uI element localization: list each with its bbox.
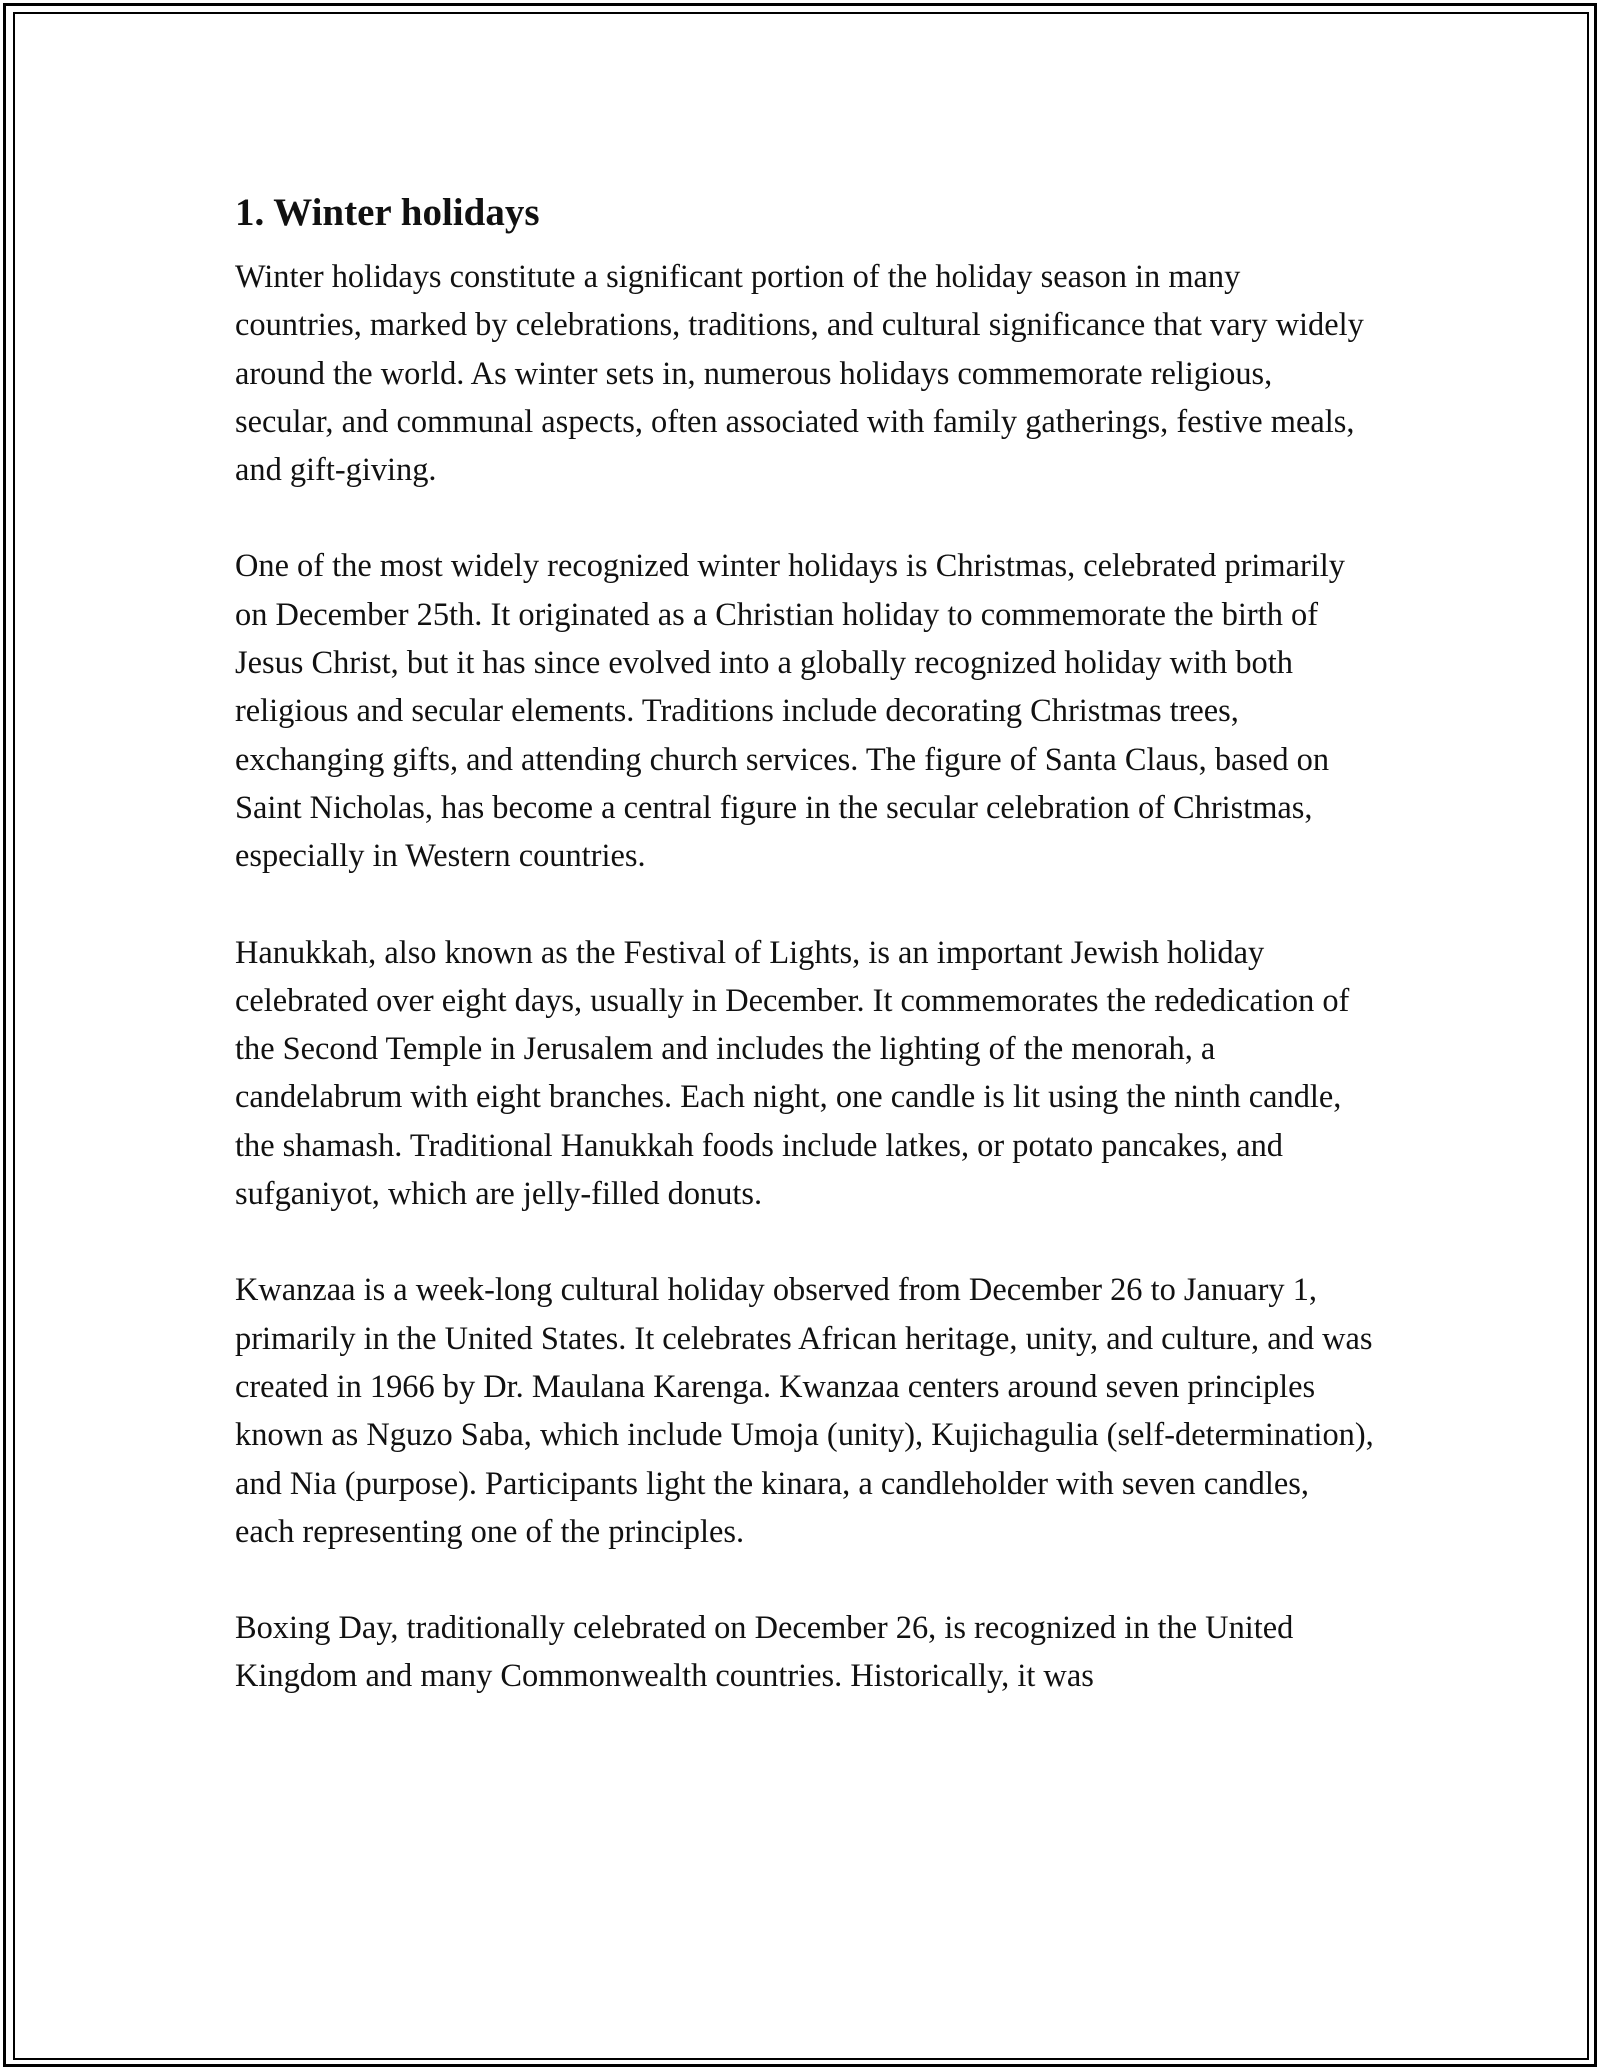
paragraph-kwanzaa: Kwanzaa is a week-long cultural holiday observed from December 26 to January 1, primarily in the United States. It celebrates African heritage, unity, and culture, and was created in 1966 by Dr. Maulana Karenga. Kwanzaa centers around seven principles known as Nguzo Saba, which include Umoja (unity), Kujichagulia (self-determination), and Nia (purpose). Participants light the kinara, a candleholder with seven candles, each representing one of the principles.: [235, 1272, 1374, 1550]
paragraph-hanukkah: Hanukkah, also known as the Festival of Lights, is an important Jewish holiday celebrated over eight days, usually in December. It commemorates the rededication of the Second Temple in Jerusalem and includes the lighting of the menorah, a candelabrum with eight branches. Each night, one candle is lit using the ninth candle, the shamash. Traditional Hanukkah foods include latkes, or potato pancakes, and sufganiyot, which are jelly-filled donuts.: [235, 934, 1350, 1213]
document-body: [235, 185, 1375, 1701]
paragraph-intro: Winter holidays constitute a significant portion of the holiday season in many countries, marked by celebrations, traditions, and cultural significance that vary widely around the world. As winter sets in, numerous holidays commemorate religious, secular, and communal aspects, often associated with family gatherings, festive meals, and gift-giving.: [235, 259, 1364, 489]
paragraph-christmas: One of the most widely recognized winter holidays is Christmas, celebrated primarily on December 25th. It originated as a Christian holiday to commemorate the birth of Jesus Christ, but it has since evolved into a globally recognized holiday with both religious and secular elements. Traditions include decorating Christmas trees, exchanging gifts, and attending church services. The figure of Santa Claus, based on Saint Nicholas, has become a central figure in the secular celebration of Christmas, especially in Western countries.: [235, 548, 1345, 875]
paragraph-boxing-day: Boxing Day, traditionally celebrated on December 26, is recognized in the United Kingdom and many Commonwealth countries. Historically, it was: [235, 1610, 1294, 1695]
section-heading: 1. Winter holidays: [235, 191, 540, 234]
